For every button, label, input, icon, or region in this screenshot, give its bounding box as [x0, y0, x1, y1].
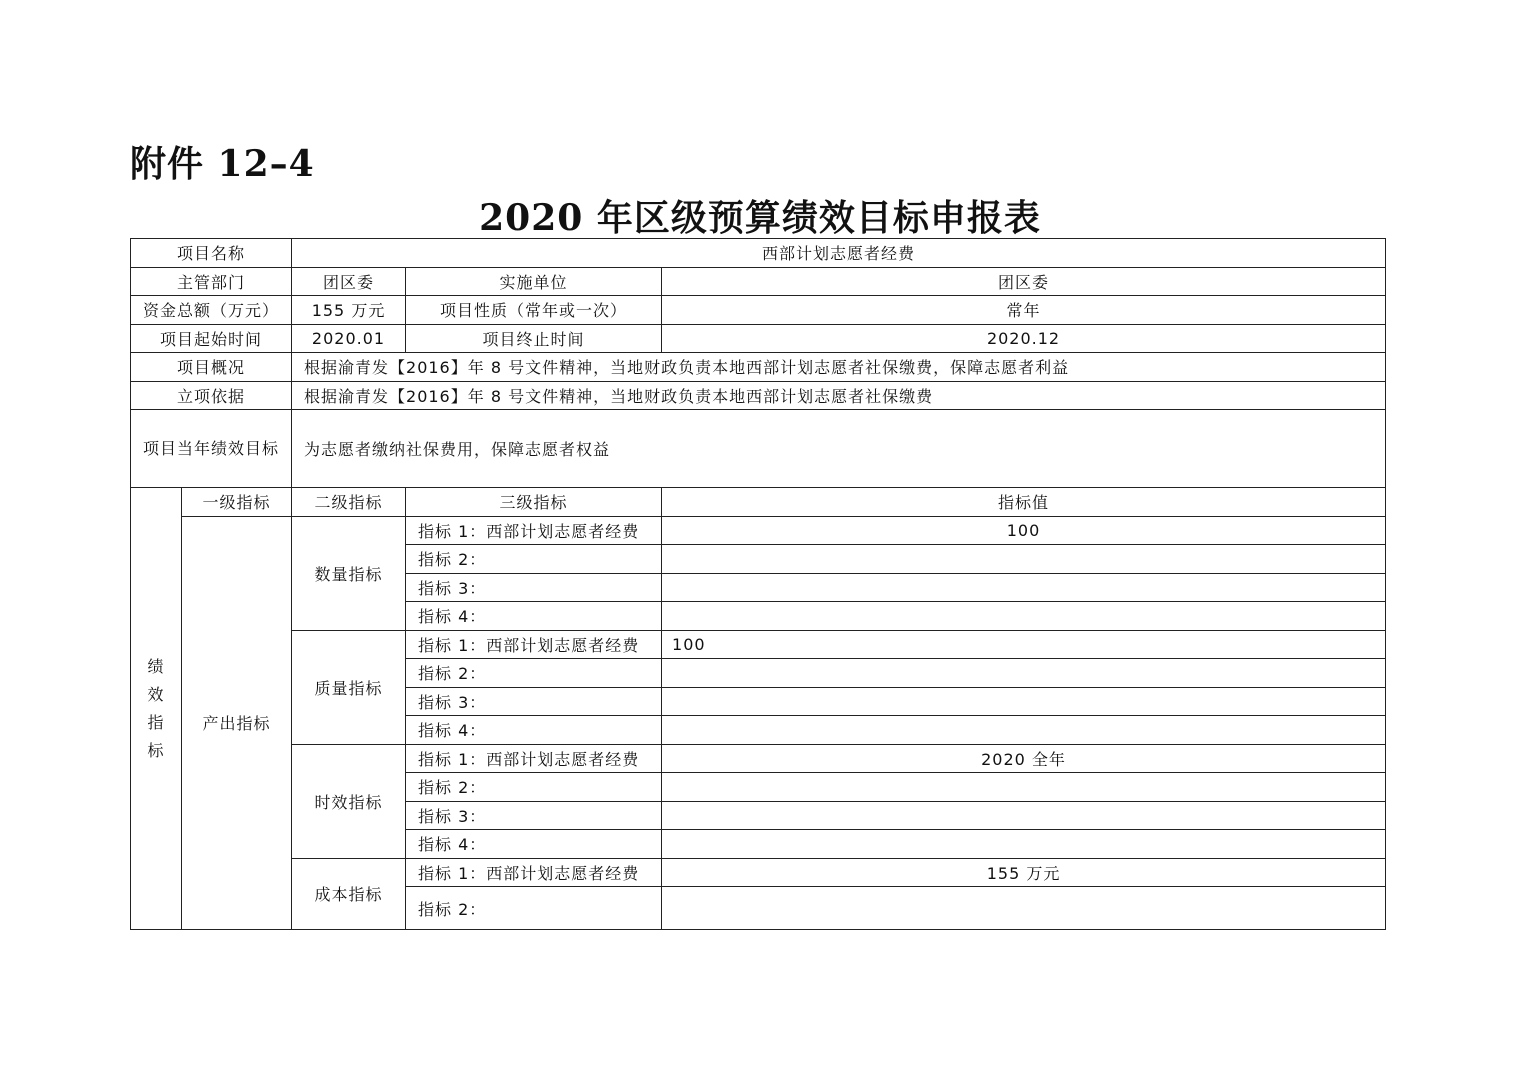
end-value: 2020.12	[662, 324, 1386, 353]
project-name-label: 项目名称	[131, 239, 292, 268]
impl-label: 实施单位	[406, 267, 662, 296]
funds-value: 155 万元	[292, 296, 406, 325]
quantity-value-1: 100	[662, 516, 1386, 545]
col-header-level1: 一级指标	[182, 488, 292, 517]
timeliness-indicator-4: 指标 4：	[406, 830, 662, 859]
cost-label: 成本指标	[292, 858, 406, 930]
goal-value: 为志愿者缴纳社保费用，保障志愿者权益	[292, 410, 1386, 488]
table-row	[131, 488, 1386, 517]
quality-value-3	[662, 687, 1386, 716]
quantity-value-3	[662, 573, 1386, 602]
start-label: 项目起始时间	[131, 324, 292, 353]
budget-performance-table	[130, 238, 1386, 930]
basis-label: 立项依据	[131, 381, 292, 410]
col-header-level2: 二级指标	[292, 488, 406, 517]
table-row	[131, 410, 1386, 488]
timeliness-value-1: 2020 全年	[662, 744, 1386, 773]
cost-indicator-1: 指标 1：西部计划志愿者经费	[406, 858, 662, 887]
end-label: 项目终止时间	[406, 324, 662, 353]
cost-indicator-2: 指标 2：	[406, 887, 662, 930]
start-value: 2020.01	[292, 324, 406, 353]
timeliness-value-3	[662, 801, 1386, 830]
table-row	[131, 744, 1386, 773]
quantity-indicator-4: 指标 4：	[406, 602, 662, 631]
impl-value: 团区委	[662, 267, 1386, 296]
table-row	[131, 267, 1386, 296]
indicators-section-label: 绩 效 指 标	[131, 488, 182, 930]
table-row	[131, 630, 1386, 659]
dept-label: 主管部门	[131, 267, 292, 296]
table-row	[131, 324, 1386, 353]
basis-value: 根据渝青发【2016】年 8 号文件精神，当地财政负责本地西部计划志愿者社保缴费	[292, 381, 1386, 410]
col-header-value: 指标值	[662, 488, 1386, 517]
quantity-value-4	[662, 602, 1386, 631]
quality-indicator-4: 指标 4：	[406, 716, 662, 745]
table-row	[131, 516, 1386, 545]
timeliness-indicator-3: 指标 3：	[406, 801, 662, 830]
quantity-value-2	[662, 545, 1386, 574]
quality-value-1: 100	[662, 630, 1386, 659]
cost-value-1: 155 万元	[662, 858, 1386, 887]
goal-label: 项目当年绩效目标	[131, 410, 292, 488]
timeliness-label: 时效指标	[292, 744, 406, 858]
dept-value: 团区委	[292, 267, 406, 296]
table-row	[131, 858, 1386, 887]
quality-value-4	[662, 716, 1386, 745]
quantity-indicator-1: 指标 1：西部计划志愿者经费	[406, 516, 662, 545]
quantity-label: 数量指标	[292, 516, 406, 630]
level1-output: 产出指标	[182, 516, 292, 930]
overview-label: 项目概况	[131, 353, 292, 382]
overview-value: 根据渝青发【2016】年 8 号文件精神，当地财政负责本地西部计划志愿者社保缴费，保障志愿者利益	[292, 353, 1386, 382]
timeliness-indicator-1: 指标 1：西部计划志愿者经费	[406, 744, 662, 773]
funds-label: 资金总额（万元）	[131, 296, 292, 325]
nature-label: 项目性质（常年或一次）	[406, 296, 662, 325]
quality-value-2	[662, 659, 1386, 688]
quality-indicator-2: 指标 2：	[406, 659, 662, 688]
timeliness-value-4	[662, 830, 1386, 859]
quality-indicator-3: 指标 3：	[406, 687, 662, 716]
col-header-level3: 三级指标	[406, 488, 662, 517]
table-row	[131, 296, 1386, 325]
table-row	[131, 353, 1386, 382]
timeliness-value-2	[662, 773, 1386, 802]
attachment-number: 附件 12–4	[130, 143, 315, 185]
quantity-indicator-2: 指标 2：	[406, 545, 662, 574]
nature-value: 常年	[662, 296, 1386, 325]
timeliness-indicator-2: 指标 2：	[406, 773, 662, 802]
table-row	[131, 381, 1386, 410]
page-title: 2020 年区级预算绩效目标申报表	[479, 197, 1041, 239]
quality-label: 质量指标	[292, 630, 406, 744]
quantity-indicator-3: 指标 3：	[406, 573, 662, 602]
table-row	[131, 239, 1386, 268]
cost-value-2	[662, 887, 1386, 930]
project-name-value: 西部计划志愿者经费	[292, 239, 1386, 268]
quality-indicator-1: 指标 1：西部计划志愿者经费	[406, 630, 662, 659]
